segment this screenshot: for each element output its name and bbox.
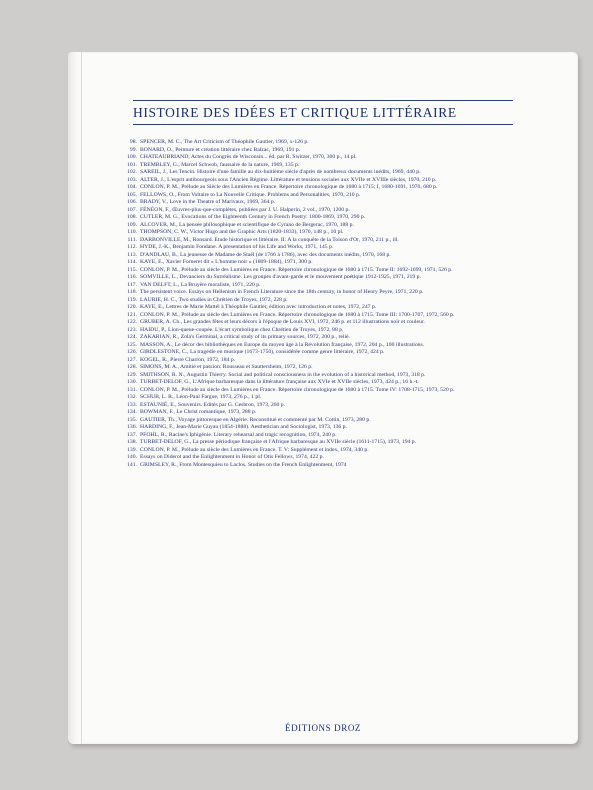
entry-text: DARBONVILLE, M., Ronsard. Etude historique et littéraire. II: A la conquête de la Toison d'Or, 1970, 211 p., ill. [140,236,399,243]
list-item [121,394,528,402]
entry-number: 134. [127,409,137,415]
entry-text: GAUTIER, Th., Voyage pittoresque en Algérie. Reconstitué et commenté par M. Cottin, 1973, 280 p. [140,416,371,423]
list-item [121,162,528,170]
entry-number: 127. [127,356,137,363]
entry-text: THOMPSON, C. W., Victor Hugo and the Graphic Arts (1820-1833), 1970, 148 p., 10 pl. [140,229,344,235]
entry-text: HAIDU, P., Lion-queue-coupée. L'écart symbolique chez Chrétien de Troyes, 1972, 88 p. [140,326,344,333]
entry-number: 135. [127,416,137,423]
list-item [121,192,528,200]
entry-text: ALCOVER, M., La pensée philosophique et scientifique de Cyrano de Bergerac, 1970, 188 p. [140,221,354,228]
entry-text: ESTAUNIÉ, E., Souvenirs. Edités par G. Cesbron, 1973, 260 p. [140,401,286,408]
list-item [121,297,528,305]
entry-number: 111. [127,236,137,243]
list-item [121,154,528,162]
entry-text: CONLON, P. M., Prélude au siècle des Lumières en France. T. V: Supplément et index, 1974, 340 p. [140,446,369,453]
list-item [121,304,528,312]
entry-text: TURBET-DELOF, G., L'Afrique barbaresque dans la littérature française aux XVIe et XVIIe siècles, 1973, 424 p., 16 h.-t. [140,379,419,385]
entry-text: TREMBLEY, G., Marcel Schwob, faussaire de la nature, 1969, 135 p. [140,161,300,168]
list-item [121,229,528,237]
entry-number: 141. [127,461,137,468]
list-item [121,177,528,185]
entry-number: 106. [127,199,137,205]
list-item [121,267,528,275]
entry-number: 99. [129,146,137,153]
list-item [121,379,528,387]
entry-number: 105. [127,191,137,198]
list-item [121,312,528,320]
entry-number: 114. [127,259,137,265]
entry-text: BRADY, V., Love in the Theatre of Marivaux, 1969, 364 p. [140,199,276,205]
entry-text: SPENCER, M. C., The Art Criticism of Théophile Gautier, 1969, x-126 p. [140,139,309,145]
entry-number: 130. [127,379,137,385]
entry-number: 131. [127,386,137,393]
entry-text: CHATEAUBRIAND, Actes du Congrès de Wisconsin... éd. par R. Switzer, 1970, 300 p., 14 pl. [140,154,357,160]
entry-number: 118. [127,289,137,295]
entry-text: CONLON, P. M., Prélude au Siècle des Lumières en France. Répertoire chronologique de 1680 à 1715; I, 1680-1691, 1970, 680 p. [140,184,438,190]
entry-number: 123. [127,326,137,333]
entry-number: 129. [127,371,137,378]
entry-number: 110. [127,229,137,235]
list-item [121,214,528,222]
book-back-cover [68,52,578,744]
entry-number: 115. [127,266,137,273]
list-item [121,432,528,440]
entry-text: SMITHSON, R. N., Augustin Thierry. Social and political consciousness in the evolution of a historical method, 1973, 318 p. [140,371,426,378]
entry-number: 101. [127,161,137,168]
entry-text: KOGEL, R., Pierre Charron, 1972, 184 p. [140,356,236,363]
entry-number: 120. [127,304,137,310]
list-item [121,387,528,395]
entry-number: 128. [127,364,137,370]
cover-hinge [81,52,82,744]
list-item [121,147,528,155]
entry-text: Essays on Diderot and the Enlightenment in Honor of Otis Fellows, 1974, 422 p. [140,454,324,460]
list-item [121,364,528,372]
entry-number: 109. [127,221,137,228]
entry-text: CONLON, P. M., Prélude au siècle des Lumières en France. Répertoire chronologique de 1680 à 1715. Tome II: 1692-1699, 1971, 526 p. [140,266,453,273]
list-item [121,289,528,297]
series-title: HISTOIRE DES IDÉES ET CRITIQUE LITTÉRAIRE [133,105,457,120]
entry-number: 136. [127,424,137,430]
entry-text: KAYE, E., Xavier Forneret dit « L'homme noir » (1809-1884), 1971, 300 p. [140,259,313,265]
entry-text: BOWMAN, F., Le Christ romantique, 1973, 288 p. [140,409,257,415]
list-item [121,454,528,462]
entry-number: 102. [127,169,137,175]
entry-number: 100. [127,154,137,160]
entry-text: KAYE, E., Lettres de Marie Mattéi à Théophile Gautier, édition avec introduction et notes, 1972, 247 p. [140,304,377,310]
entry-text: LAURIE, H. C., Two studies in Chrétien de Troyes, 1972, 228 p. [140,296,288,303]
entry-number: 98. [129,139,137,145]
entry-text: SOMVILLE, L., Devanciers du Surréalisme. Les groupes d'avant-garde et le mouvement poétique 1912-1925, 1971, 219 p. [140,274,421,280]
entry-text: TURBET-DELOF, G., La presse périodique française et l'Afrique barbaresque au XVIIe siècle (1611-1715), 1973, 194 p. [140,439,417,445]
entry-text: D'ANDLAU, B., La jeunesse de Madame de Staël (de 1766 à 1786), avec des documents inédits, 1970, 168 p. [140,251,391,258]
entry-number: 112. [127,244,137,250]
list-item [121,372,528,380]
entry-number: 103. [127,176,137,183]
list-item [121,184,528,192]
entry-number: 116. [127,274,137,280]
list-item [121,207,528,215]
entry-text: PFOHL, R., Racine's Iphigénie. Literary rehearsal and tragic recognition, 1974, 240 p. [140,431,337,438]
entry-text: CONLON, P. M., Prélude au siècle des Lumières en France. Répertoire chronologique de 1680 à 1715. Tome III: 1700-1707, 1972, 560 p. [140,311,455,318]
entry-text: The persistent voice. Essays on Hellenism in French Literature since the 18th century, in honor of Henry Peyre, 1971, 220 p. [140,289,424,295]
entry-text: GIRDLESTONE, C., La tragédie en musique (1673-1750), considérée comme genre littéraire, 1972, 424 p. [140,349,385,355]
list-item [121,319,528,327]
entry-number: 122. [127,319,137,325]
list-item [121,447,528,455]
list-item [121,462,528,470]
list-item [121,402,528,410]
entry-number: 113. [127,251,137,258]
list-item [121,237,528,245]
list-item [121,439,528,447]
entry-text: ALTER, J., L'esprit antibourgeois sous l'Ancien Régime. Littérature et tensions sociales aux XVIIe et XVIIIe siècles, 1970, 210 p. [140,176,437,183]
list-item [121,199,528,207]
entry-number: 117. [127,281,137,288]
entry-text: SIMONS, M. A., Amitié et passion: Rousseau et Sauttersheim, 1972, 126 p. [140,364,313,370]
list-item [121,139,528,147]
entry-number: 137. [127,431,137,438]
entry-number: 124. [127,334,137,340]
publication-list [121,139,528,469]
title-underline [133,124,513,125]
list-item [121,417,528,425]
entry-text: SCHUB, L. R., Léon-Paul Fargue, 1973, 276 p., 1 pl. [140,394,262,400]
entry-number: 132. [127,394,137,400]
entry-text: FÉNÉON, F., Œuvres-plus-que-complètes, publiées par J. U. Halperin, 2 vol., 1970, 1200 p. [140,206,350,213]
entry-number: 107. [127,206,137,213]
entry-text: BONARD, O., Peinture et création littéraire chez Balzac, 1969, 191 p. [140,146,301,153]
entry-number: 108. [127,214,137,220]
publisher-name: ÉDITIONS DROZ [284,723,362,733]
list-item [121,282,528,290]
entry-number: 139. [127,446,137,453]
list-item [121,349,528,357]
entry-number: 125. [127,341,137,348]
list-item [121,252,528,260]
entry-text: FELLOWS, O., From Voltaire to La Nouvelle Critique. Problems and Personalities, 1970, 210 p. [140,191,361,198]
entry-text: CONLON, P. M., Prélude au siècle des Lumières en France. Répertoire chronologique de 1680 à 1715. Tome IV: 1708-1715, 1973, 520 p. [140,386,455,393]
entry-number: 140. [127,454,137,460]
entry-number: 133. [127,401,137,408]
list-item [121,222,528,230]
entry-number: 126. [127,349,137,355]
list-item [121,357,528,365]
list-item [121,342,528,350]
list-item [121,244,528,252]
entry-text: VAN DELFT, L., La Bruyère moraliste, 1971, 220 p. [140,281,261,288]
entry-number: 119. [127,296,137,303]
entry-text: GRIMSLEY, R., From Montesquieu to Laclos. Studies on the French Enlightenment, 1974 [140,461,347,468]
entry-text: HARDING, F., Jean-Marie Guyau (1854-1888). Aesthetician and Sociologist, 1973, 136 p. [140,424,347,430]
top-rule [133,100,513,101]
list-item [121,259,528,267]
list-item [121,327,528,335]
entry-text: MASSON, A., Le décor des bibliothèques en Europe du moyen âge à la Révolution française, 1972, 204 p., 100 illustrations. [140,341,425,348]
entry-number: 121. [127,311,137,318]
list-item [121,424,528,432]
entry-text: ZAKARIAN, R., Zola's Germinal, a critical study of its primary sources, 1972, 200 p., relié. [140,334,350,340]
entry-text: GRUBER, A. Ch., Les grandes fêtes et leurs décors à l'époque de Louis XVI, 1972, 246 p. et 112 illustrations noir et couleur. [140,319,425,325]
entry-number: 138. [127,439,137,445]
entry-number: 104. [127,184,137,190]
entry-text: HYDE, J.-K., Benjamin Fondane. A presentation of his Life and Works, 1971, 145 p. [140,244,334,250]
list-item [121,274,528,282]
list-item [121,169,528,177]
list-item [121,334,528,342]
list-item [121,409,528,417]
entry-text: SAREIL, J., Les Tencin. Histoire d'une famille au dix-huitième siècle d'après de nombreux documents inédits, 1969, 440 p. [140,169,421,175]
entry-text: CUTLER, M. G., Evocations of the Eighteenth Century in French Poetry: 1800-1869, 1970, 290 p. [140,214,366,220]
